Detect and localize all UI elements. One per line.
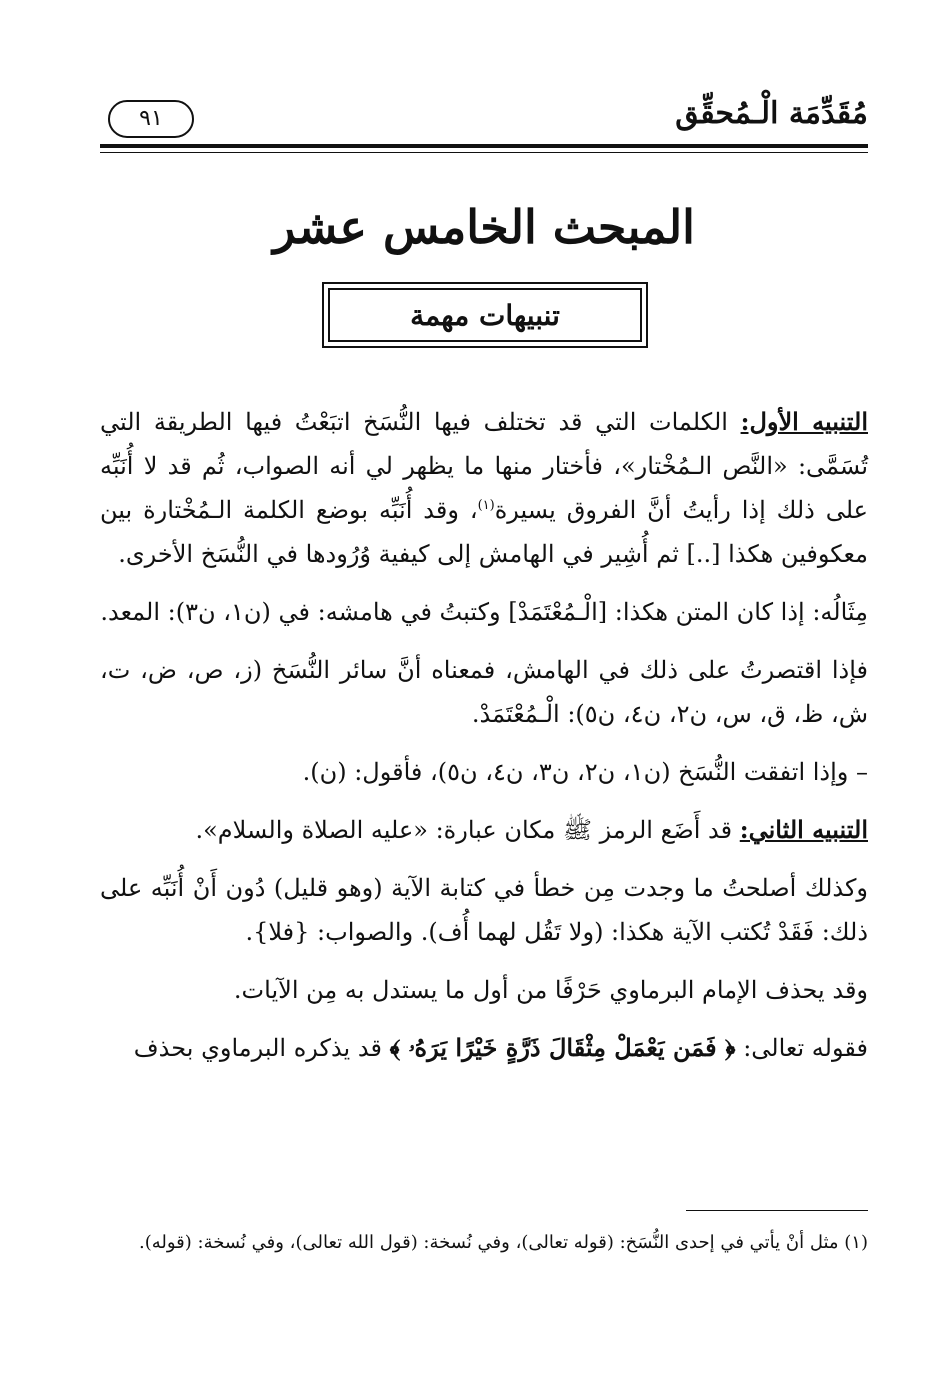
body-text — [100, 400, 868, 1084]
paragraph-example: مِثَالُه: إذا كان المتن هكذا: [الْـمُعْتَمَدْ] وكتبتُ في هامشه: في (ن١، ن٣): المعد. — [100, 598, 868, 626]
paragraph-second-note — [100, 808, 868, 852]
paragraph-letter-omission: وقد يحذف الإمام البرماوي حَرْفًا من أول ما يستدل به مِن الآيات. — [233, 976, 868, 1004]
paragraph-margin-meaning: فإذا اقتصرتُ على ذلك في الهامش، فمعناه أنَّ سائر النُّسَخ (ز، ص، ض، ت، ش، ظ، ق، س، ن٢، ن٤، ن٥): الْـمُعْتَمَدْ. — [100, 656, 868, 728]
first-note-text: الكلمات التي قد تختلف فيها النُّسَخ اتبَعْتُ فيها الطريقة التي تُسَمَّى: «النَّص الـمُخْتار»، فأختار منها ما يظهر لي أنه الصواب، ثُم قد لا أُنَبِّه على ذلك إذا رأيتُ أنَّ الفروق يسيرة — [100, 408, 868, 524]
footnote: (١) مثل أنْ يأتي في إحدى النُّسَخ: (قوله تعالى)، وفي نُسخة: (قول الله تعالى)، وفي نُسخة: (قوله). — [139, 1232, 868, 1253]
page-header — [100, 92, 868, 144]
header-rule-thick — [100, 144, 868, 148]
verse-example-start: فقوله تعالى: — [735, 1034, 868, 1062]
paragraph-verse-correction: وكذلك أصلحتُ ما وجدت مِن خطأ في كتابة الآية (وهو قليل) دُون أَنْ أُنَبِّه على ذلك: فَقَدْ تُكتب الآية هكذا: (ولا تَقُل لهما أُف). والصواب: {فلا}. — [100, 874, 868, 946]
first-note-label: التنبيه الأول: — [740, 407, 868, 436]
section-title-box — [322, 282, 648, 348]
paragraph-verse-example — [100, 1026, 868, 1070]
running-title: مُقَدِّمَة الْـمُحقِّق — [675, 96, 868, 131]
section-title: تنبيهات مهمة — [328, 288, 642, 342]
paragraph-agreement: – وإذا اتفقت النُّسَخ (ن١، ن٢، ن٣، ن٤، ن٥)، فأقول: (ن). — [302, 758, 868, 786]
quran-verse: ﴿ فَمَن يَعْمَلْ مِثْقَالَ ذَرَّةٍ خَيْرًا يَرَهُۥ ﴾ — [389, 1033, 736, 1062]
page-number-badge: ٩١ — [108, 100, 194, 138]
header-rule-thin — [100, 152, 868, 153]
footnote-separator — [686, 1210, 868, 1211]
paragraph-first-note — [100, 400, 868, 576]
second-note-label: التنبيه الثاني: — [739, 815, 868, 844]
verse-example-end: قد يذكره البرماوي بحذف — [133, 1034, 390, 1062]
chapter-title: المبحث الخامس عشر — [273, 200, 695, 254]
second-note-text: قد أَضَع الرمز ﷺ مكان عبارة: «عليه الصلاة والسلام». — [195, 816, 740, 844]
footnote-reference: (١) — [477, 498, 495, 513]
first-note-text-end: ، وقد أُنَبِّه بوضع الكلمة الـمُخْتارة بين معكوفين هكذا [..] ثم أُشِير في الهامش إلى كيفية وُرُودها في النُّسَخ الأخرى. — [100, 496, 868, 568]
